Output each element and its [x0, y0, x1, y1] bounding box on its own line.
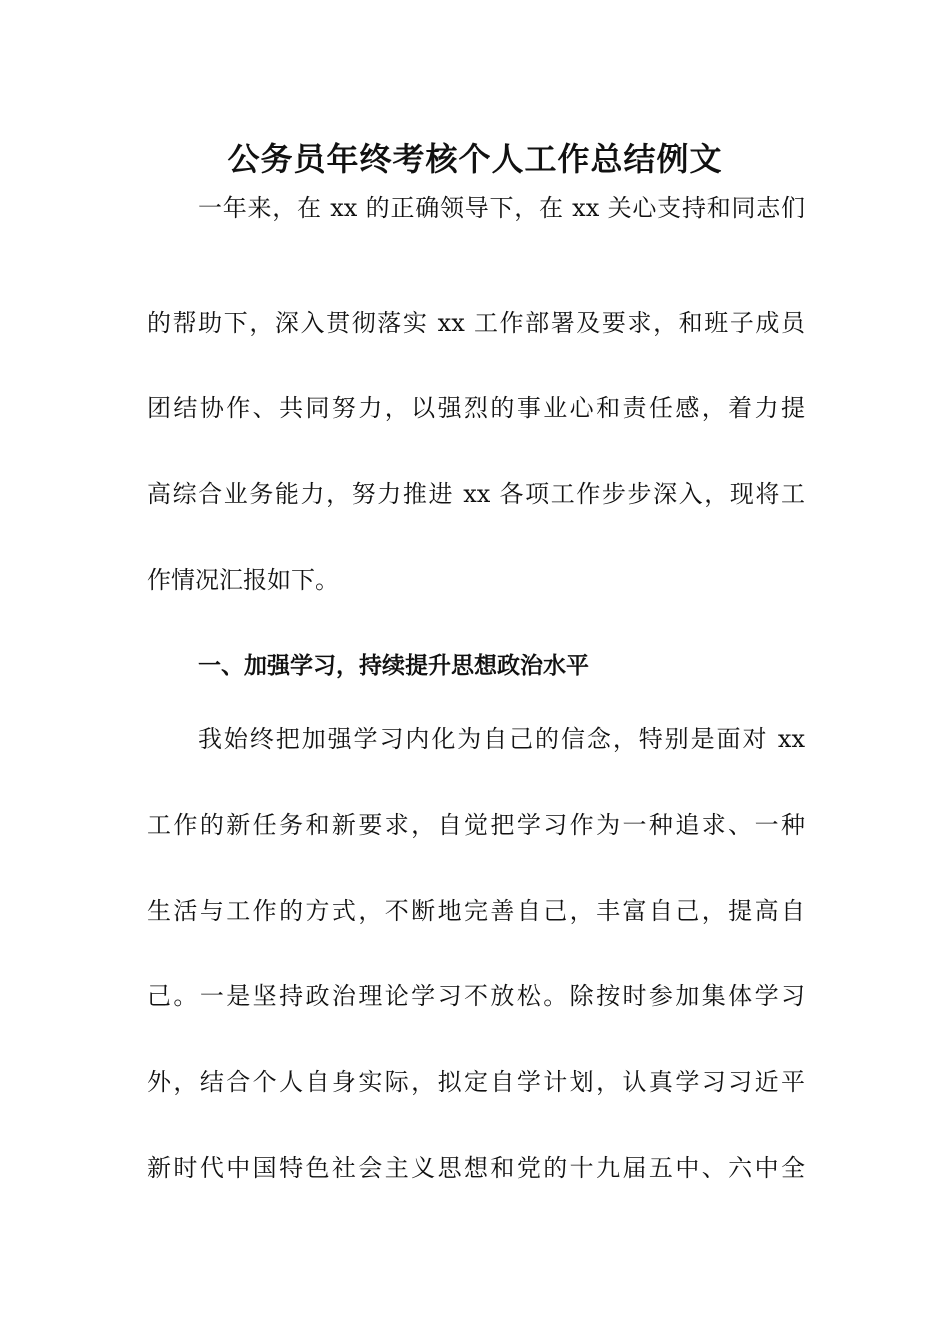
paragraph-line: 一年来，在 xx 的正确领导下，在 xx 关心支持和同志们 [198, 194, 805, 222]
paragraph-line: 我始终把加强学习内化为自己的信念，特别是面对 xx [198, 725, 805, 753]
section-heading: 一、加强学习，持续提升思想政治水平 [198, 653, 589, 679]
paragraph-line: 新时代中国特色社会主义思想和党的十九届五中、六中全 [147, 1154, 805, 1182]
paragraph-line: 生活与工作的方式，不断地完善自己，丰富自己，提高自 [147, 897, 805, 925]
paragraph-line: 外，结合个人自身实际，拟定自学计划，认真学习习近平 [147, 1068, 805, 1096]
document-title: 公务员年终考核个人工作总结例文 [227, 140, 723, 178]
paragraph-line: 工作的新任务和新要求，自觉把学习作为一种追求、一种 [147, 811, 805, 839]
paragraph-line: 作情况汇报如下。 [147, 566, 339, 594]
paragraph-line: 团结协作、共同努力，以强烈的事业心和责任感，着力提 [147, 394, 805, 422]
paragraph-line: 己。一是坚持政治理论学习不放松。除按时参加集体学习 [147, 982, 805, 1010]
paragraph-line: 高综合业务能力，努力推进 xx 各项工作步步深入，现将工 [147, 480, 805, 508]
paragraph-line: 的帮助下，深入贯彻落实 xx 工作部署及要求，和班子成员 [147, 309, 805, 337]
